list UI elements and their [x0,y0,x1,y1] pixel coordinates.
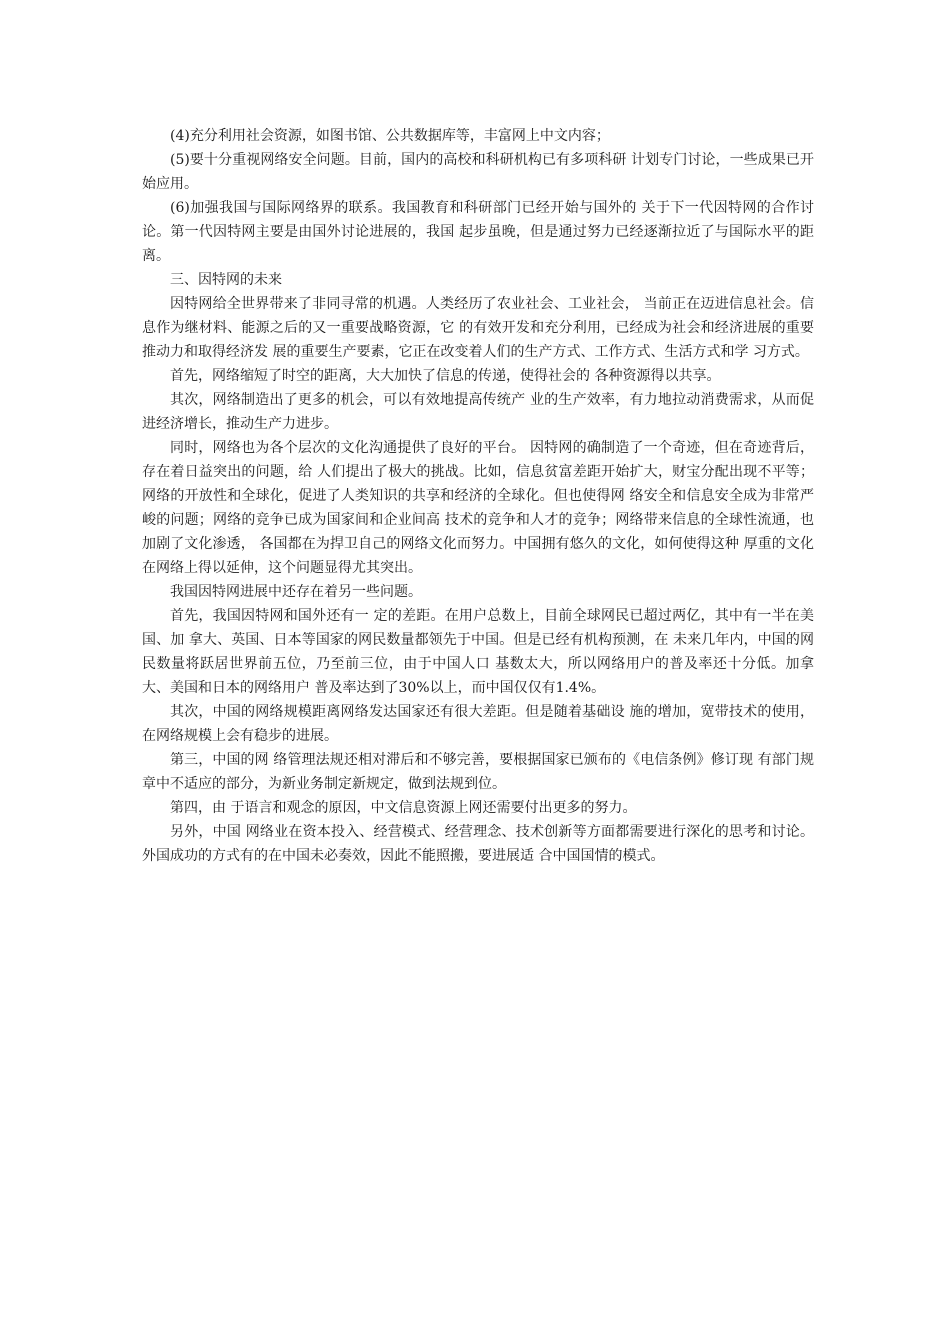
paragraph-first: 首先，网络缩短了时空的距离，大大加快了信息的传递，使得社会的 各种资源得以共享。 [170,368,721,384]
document-body [142,124,814,868]
paragraph-opportunities: 因特网给全世界带来了非同寻常的机遇。人类经历了农业社会、工业社会， 当前正在迈进信息社会。信息作为继材料、能源之后的又一重要战略资源，它 的有效开发和充分利用，已经成为社会和经济进展的重要推动力和取得经济发 展的重要生产要素，它正在改变着人们的生产方式、工作方式、生活方式和学 习方式。 [142,296,814,360]
paragraph-second: 其次，网络制造出了更多的机会，可以有效地提高传统产 业的生产效率，有力地拉动消费需求，从而促进经济增长，推动生产力进步。 [142,392,814,432]
paragraph-item-6: (6)加强我国与国际网络界的联系。我国教育和科研部门已经开始与国外的 关于下一代因特网的合作讨论。第一代因特网主要是由国外讨论进展的，我国 起步虽晚，但是通过努力已经逐渐拉近了与国际水平的距离。 [142,200,814,264]
paragraph-additionally: 另外，中国 网络业在资本投入、经营模式、经营理念、技术创新等方面都需要进行深化的思考和讨论。外国成功的方式有的在中国未必奏效，因此不能照搬，要进展适 合中国国情的模式。 [142,824,814,864]
paragraph-item-5: (5)要十分重视网络安全问题。目前，国内的高校和科研机构已有多项科研 计划专门讨论，一些成果已开始应用。 [142,152,814,192]
paragraph-problem-second: 其次，中国的网络规模距离网络发达国家还有很大差距。但是随着基础设 施的增加，宽带技术的使用，在网络规模上会有稳步的进展。 [142,704,814,744]
paragraph-item-4: (4)充分利用社会资源，如图书馆、公共数据库等，丰富网上中文内容； [170,128,610,144]
paragraph-problem-fourth: 第四，由 于语言和观念的原因，中文信息资源上网还需要付出更多的努力。 [170,800,637,816]
paragraph-meanwhile: 同时，网络也为各个层次的文化沟通提供了良好的平台。 因特网的确制造了一个奇迹，但在奇迹背后，存在着日益突出的问题，给 人们提出了极大的挑战。比如，信息贫富差距开始扩大，财宝分配出现不平等； 网络的开放性和全球化，促进了人类知识的共享和经济的全球化。但也使得网 络安全和信息安全成为非常严峻的问题；网络的竞争已成为国家间和企业间高 技术的竞争和人才的竞争；网络带来信息的全球性流通，也加剧了文化渗透， 各国都在为捍卫自己的网络文化而努力。中国拥有悠久的文化，如何使得这种 厚重的文化在网络上得以延伸，这个问题显得尤其突出。 [142,440,814,576]
section-heading-internet-future: 三、因特网的未来 [170,272,282,288]
paragraph-problem-first: 首先，我国因特网和国外还有一 定的差距。在用户总数上，目前全球网民已超过两亿，其中有一半在美国、加 拿大、英国、日本等国家的网民数量都领先于中国。但是已经有机构预测，在 未来几年内，中国的网民数量将跃居世界前五位，乃至前三位，由于中国人口 基数太大，所以网络用户的普及率还十分低。加拿大、美国和日本的网络用户 普及率达到了30%以上，而中国仅仅有1.4%。 [142,608,814,696]
paragraph-problems-intro: 我国因特网进展中还存在着另一些问题。 [170,584,422,600]
paragraph-problem-third: 第三，中国的网 络管理法规还相对滞后和不够完善，要根据国家已颁布的《电信条例》修订现 有部门规章中不适应的部分，为新业务制定新规定，做到法规到位。 [142,752,814,792]
